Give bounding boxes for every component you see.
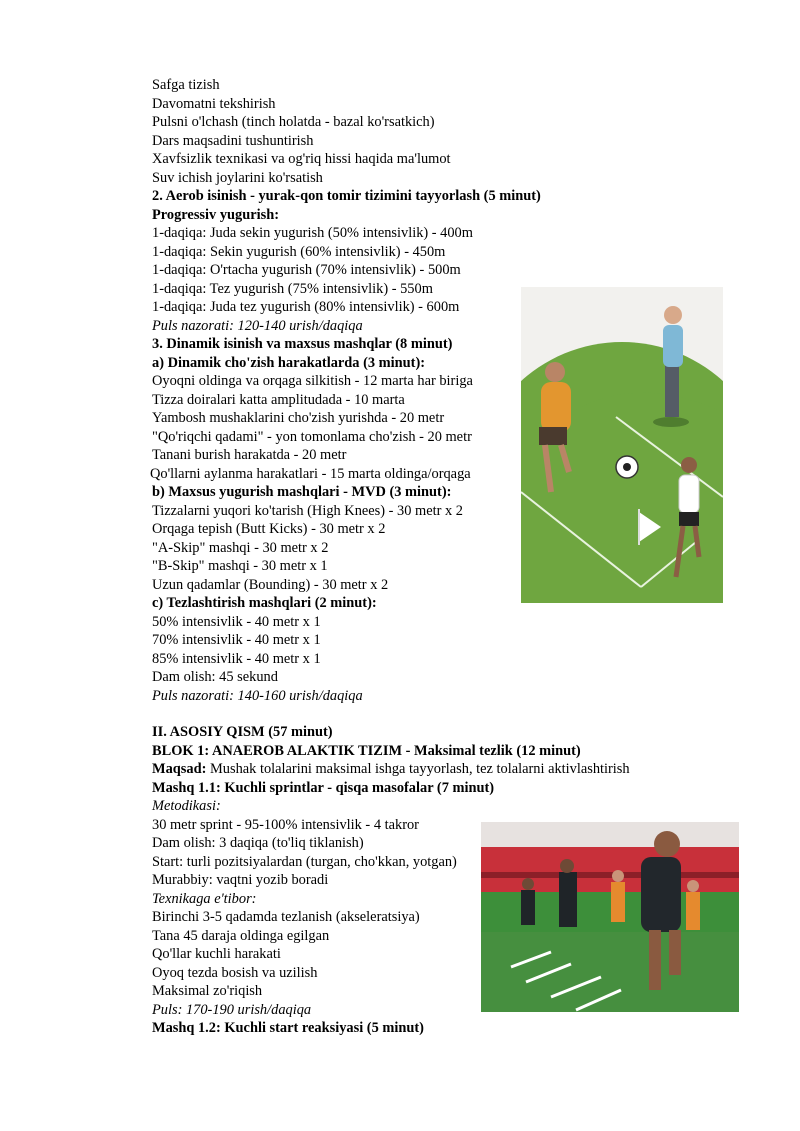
- text-line: 85% intensivlik - 40 metr x 1: [152, 650, 321, 667]
- italic-note: Texnikaga e'tibor:: [152, 890, 257, 907]
- heading-line: Progressiv yugurish:: [152, 206, 279, 223]
- heading-line: Mashq 1.1: Kuchli sprintlar - qisqa masofalar (7 minut): [152, 779, 495, 796]
- text-line: Oyoqni oldinga va orqaga silkitish - 12 marta har biriga: [152, 373, 473, 389]
- text-line: Safga tizish: [152, 77, 220, 93]
- text-line: "B-Skip" mashqi - 30 metr x 1: [152, 558, 328, 574]
- text-line: 1-daqiqa: Tez yugurish (75% intensivlik) - 550m: [152, 280, 433, 297]
- text-line: Murabbiy: vaqtni yozib boradi: [152, 872, 329, 888]
- text-line: Tana 45 daraja oldinga egilgan: [152, 927, 330, 944]
- text-line: Orqaga tepish (Butt Kicks) - 30 metr x 2: [152, 521, 386, 537]
- text-line: Dam olish: 45 sekund: [152, 669, 278, 685]
- text-line: Qo'llar kuchli harakati: [152, 946, 281, 962]
- heading-line: c) Tezlashtirish mashqlari (2 minut):: [152, 595, 377, 611]
- text-line: Davomatni tekshirish: [152, 95, 276, 112]
- text-line: Yambosh mushaklarini cho'zish yurishda - 20 metr: [152, 410, 445, 426]
- text-line: 70% intensivlik - 40 metr x 1: [152, 632, 321, 648]
- italic-note: Metodikasi:: [152, 798, 221, 814]
- sprint-training-photo: [481, 822, 739, 1012]
- text-line: 50% intensivlik - 40 metr x 1: [152, 613, 321, 630]
- text-line: 30 metr sprint - 95-100% intensivlik - 4 takror: [152, 816, 419, 833]
- heading-line: b) Maxsus yugurish mashqlari - MVD (3 minut):: [152, 484, 452, 500]
- text-line: 1-daqiqa: Juda sekin yugurish (50% intensivlik) - 400m: [152, 225, 473, 241]
- text-line: 1-daqiqa: Sekin yugurish (60% intensivlik) - 450m: [152, 243, 446, 260]
- italic-note: Puls nazorati: 140-160 urish/daqiqa: [152, 687, 363, 704]
- text-line: "A-Skip" mashqi - 30 metr x 2: [152, 539, 329, 556]
- text-line: Dars maqsadini tushuntirish: [152, 132, 314, 149]
- line-label: Maqsad:: [152, 761, 207, 777]
- heading-line: 3. Dinamik isinish va maxsus mashqlar (8 minut): [152, 336, 453, 352]
- text-line: Dam olish: 3 daqiqa (to'liq tiklanish): [152, 835, 364, 851]
- italic-note: Puls nazorati: 120-140 urish/daqiqa: [152, 317, 363, 334]
- heading-line: a) Dinamik cho'zish harakatlarda (3 minut):: [152, 354, 426, 371]
- text-line: Pulsni o'lchash (tinch holatda - bazal ko'rsatkich): [152, 114, 435, 130]
- blank-line: [152, 705, 652, 723]
- text-line: Tanani burish harakatda - 20 metr: [152, 447, 347, 463]
- heading-line: Mashq 1.2: Kuchli start reaksiyasi (5 minut): [152, 1020, 424, 1036]
- text-line: Start: turli pozitsiyalardan (turgan, cho'kkan, yotgan): [152, 853, 457, 870]
- soccer-coach-illustration: [521, 287, 723, 603]
- text-line: Suv ichish joylarini ko'rsatish: [152, 169, 323, 186]
- text-line: Qo'llarni aylanma harakatlari - 15 marta oldinga/orqaga: [150, 465, 471, 482]
- heading-line: 2. Aerob isinish - yurak-qon tomir tizimini tayyorlash (5 minut): [152, 188, 541, 204]
- text-line: "Qo'riqchi qadami" - yon tomonlama cho'zish - 20 metr: [152, 428, 472, 445]
- text-line: Uzun qadamlar (Bounding) - 30 metr x 2: [152, 576, 389, 593]
- text-line: Maksimal zo'riqish: [152, 983, 263, 999]
- text-line: Oyoq tezda bosish va uzilish: [152, 964, 318, 981]
- heading-line: II. ASOSIY QISM (57 minut): [152, 724, 333, 740]
- text-line: Tizza doiralari katta amplitudada - 10 marta: [152, 391, 405, 408]
- heading-line: BLOK 1: ANAEROB ALAKTIK TIZIM - Maksimal tezlik (12 minut): [152, 742, 581, 759]
- text-line: [152, 760, 652, 779]
- text-line: 1-daqiqa: Juda tez yugurish (80% intensivlik) - 600m: [152, 299, 460, 315]
- text-line: Xavfsizlik texnikasi va og'riq hissi haqida ma'lumot: [152, 151, 451, 167]
- text-line: 1-daqiqa: O'rtacha yugurish (70% intensivlik) - 500m: [152, 262, 461, 278]
- text-line: Birinchi 3-5 qadamda tezlanish (akseleratsiya): [152, 909, 420, 925]
- italic-note: Puls: 170-190 urish/daqiqa: [152, 1001, 312, 1018]
- line-text: Mushak tolalarini maksimal ishga tayyorlash, tez tolalarni aktivlashtirish: [206, 761, 630, 777]
- text-line: Tizzalarni yuqori ko'tarish (High Knees) - 30 metr x 2: [152, 502, 463, 519]
